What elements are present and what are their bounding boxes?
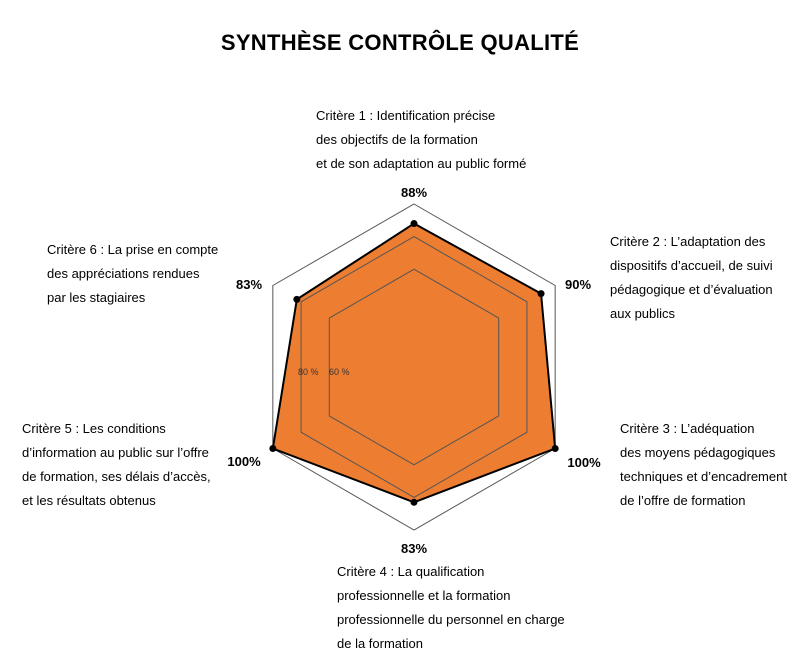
criterion-5-line-3: de formation, ses délais d’accès,: [22, 469, 211, 484]
value-label-6: 83%: [235, 277, 263, 292]
criterion-3-line-4: de l’offre de formation: [620, 493, 746, 508]
chart-title: SYNTHÈSE CONTRÔLE QUALITÉ: [220, 30, 580, 55]
criterion-1-line-3: et de son adaptation au public formé: [316, 156, 527, 171]
ring-label-60: 60 %: [329, 367, 350, 377]
ring-label-80: 80 %: [298, 367, 319, 377]
data-point-5: [269, 445, 276, 452]
criterion-2-line-4: aux publics: [610, 306, 676, 321]
data-point-6: [293, 296, 300, 303]
data-point-2: [538, 290, 545, 297]
data-point-3: [552, 445, 559, 452]
criterion-4-line-2: professionnelle et la formation: [337, 588, 511, 603]
criterion-6-line-1: Critère 6 : La prise en compte: [47, 242, 219, 257]
criterion-6-line-3: par les stagiaires: [47, 290, 146, 305]
data-polygon: [273, 224, 555, 503]
criterion-3-line-3: techniques et d’encadrement: [620, 469, 787, 484]
criterion-3-line-2: des moyens pédagogiques: [620, 445, 776, 460]
criterion-6-line-2: des appréciations rendues: [47, 266, 200, 281]
criterion-3-line-1: Critère 3 : L’adéquation: [620, 421, 755, 436]
data-point-4: [411, 499, 418, 506]
criterion-5-line-1: Critère 5 : Les conditions: [22, 421, 166, 436]
value-label-3: 100%: [567, 455, 601, 470]
value-label-1: 88%: [400, 185, 428, 200]
criterion-2-line-2: dispositifs d’accueil, de suivi: [610, 258, 773, 273]
value-label-2: 90%: [564, 277, 592, 292]
value-label-5: 100%: [227, 454, 261, 469]
criterion-5-line-2: d’information au public sur l’offre: [22, 445, 209, 460]
criterion-1-line-1: Critère 1 : Identification précise: [316, 108, 496, 123]
criterion-2-line-1: Critère 2 : L’adaptation des: [610, 234, 766, 249]
criterion-5-line-4: et les résultats obtenus: [22, 493, 156, 508]
criterion-4-line-3: professionnelle du personnel en charge: [337, 612, 565, 627]
value-label-4: 83%: [400, 541, 428, 556]
criterion-2-line-3: pédagogique et d’évaluation: [610, 282, 773, 297]
criterion-4-line-1: Critère 4 : La qualification: [337, 564, 485, 579]
criterion-4-line-4: de la formation: [337, 636, 423, 651]
criterion-1-line-2: des objectifs de la formation: [316, 132, 478, 147]
data-point-1: [411, 220, 418, 227]
